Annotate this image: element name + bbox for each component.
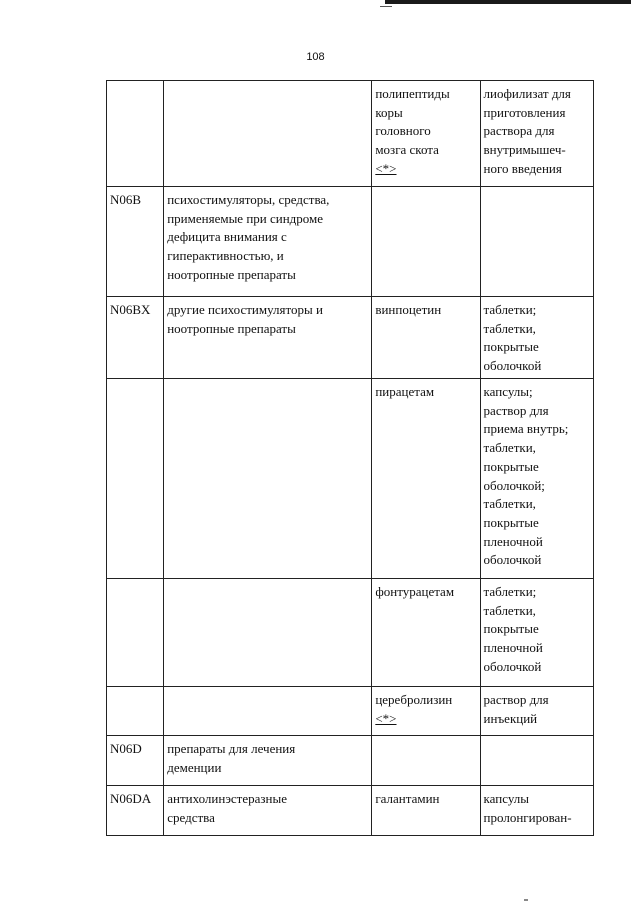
- table-row: [107, 379, 594, 579]
- drug-cell: галантамин: [372, 786, 480, 836]
- atc-code-cell: N06D: [107, 736, 164, 786]
- group-cell: антихолинэстеразные средства: [164, 786, 372, 836]
- drug-cell: фонтурацетам: [372, 579, 480, 687]
- atc-code-cell: [107, 379, 164, 579]
- atc-code-cell: N06DA: [107, 786, 164, 836]
- drug-name: полипептиды коры головного мозга скота: [375, 86, 450, 158]
- drug-marker-link[interactable]: <*>: [375, 160, 397, 176]
- form-cell: таблетки; таблетки, покрытые пленочной оболочкой: [480, 579, 593, 687]
- drug-cell: [372, 81, 480, 187]
- atc-code-cell: N06B: [107, 187, 164, 297]
- form-cell: лиофилизат для приготовления раствора для внутримышеч- ного введения: [480, 81, 593, 187]
- table-row: [107, 736, 594, 786]
- table-row: [107, 81, 594, 187]
- form-cell: капсулы; раствор для приема внутрь; таблетки, покрытые оболочкой; таблетки, покрытые пленочной оболочкой: [480, 379, 593, 579]
- group-cell: [164, 81, 372, 187]
- table-row: [107, 297, 594, 379]
- scan-top-rule: [385, 0, 631, 4]
- table-row: [107, 786, 594, 836]
- group-cell: [164, 687, 372, 736]
- atc-code-cell: [107, 579, 164, 687]
- page-number: 108: [306, 51, 325, 63]
- scan-speck: [524, 899, 528, 901]
- group-cell: психостимуляторы, средства, применяемые при синдроме дефицита внимания с гиперактивностью, и ноотропные препараты: [164, 187, 372, 297]
- scan-top-mark: [380, 6, 392, 7]
- atc-code-cell: N06BX: [107, 297, 164, 379]
- form-cell: капсулы пролонгирован-: [480, 786, 593, 836]
- drug-marker-link[interactable]: <*>: [375, 710, 397, 726]
- form-cell: [480, 736, 593, 786]
- drug-cell: [372, 187, 480, 297]
- form-cell: таблетки; таблетки, покрытые оболочкой: [480, 297, 593, 379]
- group-cell: препараты для лечения деменции: [164, 736, 372, 786]
- drug-table: [106, 80, 594, 836]
- table-row: [107, 687, 594, 736]
- form-cell: [480, 187, 593, 297]
- drug-cell: пирацетам: [372, 379, 480, 579]
- group-cell: [164, 379, 372, 579]
- atc-code-cell: [107, 687, 164, 736]
- form-cell: раствор для инъекций: [480, 687, 593, 736]
- table-row: [107, 579, 594, 687]
- drug-cell: винпоцетин: [372, 297, 480, 379]
- drug-cell: [372, 687, 480, 736]
- table-row: [107, 187, 594, 297]
- group-cell: [164, 579, 372, 687]
- drug-cell: [372, 736, 480, 786]
- drug-name: церебролизин: [375, 692, 453, 707]
- group-cell: другие психостимуляторы и ноотропные препараты: [164, 297, 372, 379]
- atc-code-cell: [107, 81, 164, 187]
